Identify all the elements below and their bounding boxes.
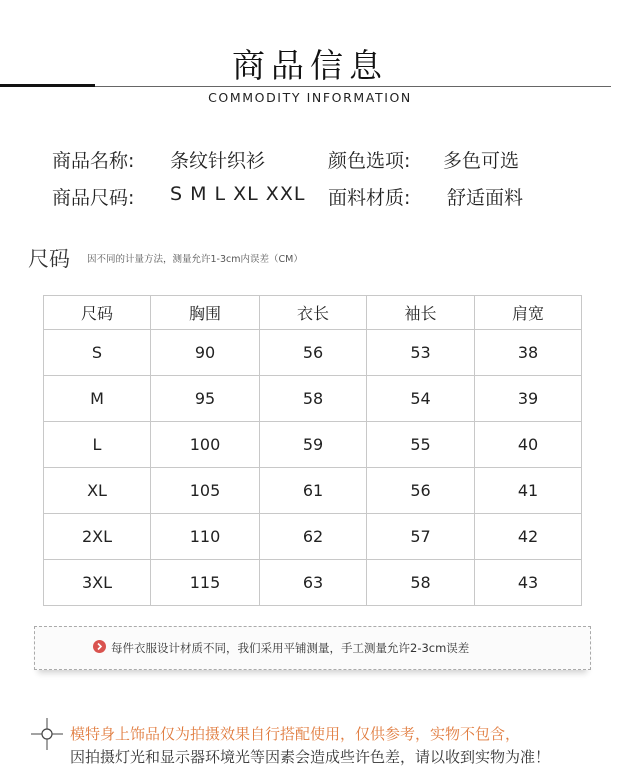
product-name-value: 条纹针织衫 [170, 150, 266, 172]
header-cell-shoulder: 肩宽 [475, 296, 582, 330]
product-name-label: 商品名称: [52, 150, 135, 172]
table-cell: 54 [367, 376, 475, 422]
page-title: 商品信息 [232, 46, 388, 85]
table-cell: S [44, 330, 151, 376]
table-cell: 56 [367, 468, 475, 514]
table-cell: 57 [367, 514, 475, 560]
table-row [44, 468, 582, 514]
arrow-circle-icon [93, 640, 106, 653]
table-row [44, 376, 582, 422]
material-label: 面料材质: [328, 187, 411, 209]
table-row [44, 330, 582, 376]
table-cell: 3XL [44, 560, 151, 606]
color-options-value: 多色可选 [443, 150, 520, 172]
table-cell: 39 [475, 376, 582, 422]
product-size-label: 商品尺码: [52, 187, 135, 209]
disclaimer-line-1: 模特身上饰品仅为拍摄效果自行搭配使用，仅供参考，实物不包含， [70, 725, 521, 743]
header-rule-thin [95, 86, 611, 87]
table-cell: 58 [260, 376, 367, 422]
table-cell: XL [44, 468, 151, 514]
size-table [43, 295, 582, 606]
table-cell: 40 [475, 422, 582, 468]
table-cell: 41 [475, 468, 582, 514]
header-cell-length: 衣长 [260, 296, 367, 330]
table-cell: 2XL [44, 514, 151, 560]
table-cell: L [44, 422, 151, 468]
header-cell-sleeve: 袖长 [367, 296, 475, 330]
page-subtitle: COMMODITY INFORMATION [208, 90, 412, 105]
table-cell: 56 [260, 330, 367, 376]
size-section-title: 尺码 [28, 247, 70, 271]
table-row [44, 422, 582, 468]
header-cell-chest: 胸围 [151, 296, 260, 330]
table-cell: 115 [151, 560, 260, 606]
disclaimer-line-2: 因拍摄灯光和显示器环境光等因素会造成些许色差，请以收到实物为准！ [70, 748, 551, 766]
crosshair-icon [31, 718, 63, 750]
product-size-value: S M L XL XXL [170, 183, 306, 205]
table-cell: 59 [260, 422, 367, 468]
table-cell: 62 [260, 514, 367, 560]
table-cell: 105 [151, 468, 260, 514]
table-cell: 95 [151, 376, 260, 422]
table-row [44, 514, 582, 560]
header-rule-thick [0, 84, 95, 87]
table-cell: 61 [260, 468, 367, 514]
table-cell: 42 [475, 514, 582, 560]
material-value: 舒适面料 [447, 187, 524, 209]
table-cell: 53 [367, 330, 475, 376]
table-cell: 38 [475, 330, 582, 376]
table-cell: 43 [475, 560, 582, 606]
table-header-row [44, 296, 582, 330]
table-cell: M [44, 376, 151, 422]
size-section-note: 因不同的计量方法，测量允许1-3cm内误差（CM） [87, 254, 303, 265]
table-cell: 110 [151, 514, 260, 560]
header-cell-size: 尺码 [44, 296, 151, 330]
table-cell: 55 [367, 422, 475, 468]
table-cell: 58 [367, 560, 475, 606]
table-cell: 63 [260, 560, 367, 606]
measurement-note-text: 每件衣服设计材质不同，我们采用平铺测量，手工测量允许2-3cm误差 [111, 641, 470, 655]
table-row [44, 560, 582, 606]
table-cell: 90 [151, 330, 260, 376]
table-cell: 100 [151, 422, 260, 468]
color-options-label: 颜色选项: [328, 150, 411, 172]
